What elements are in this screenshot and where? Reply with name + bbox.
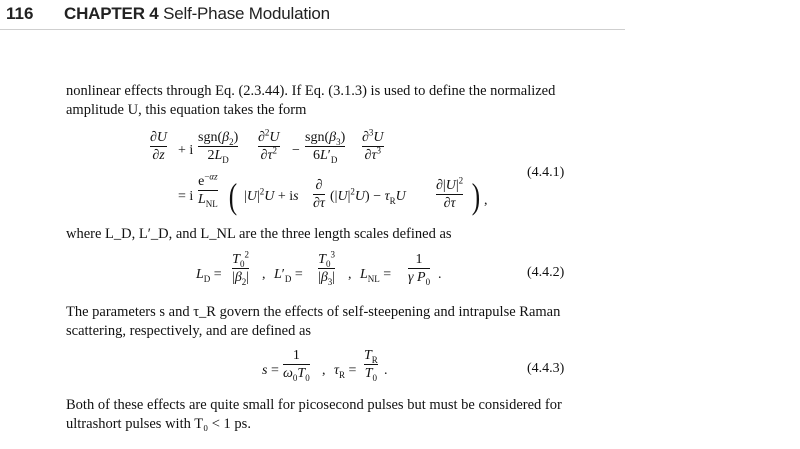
equation-4-4-2: $L_D$ = $T_0^2$ $|\beta_2|$ , $L'_D$ = $T_0^3$ $|\beta_3|$ , $L_{NL}$ = 1 γ $P_0$ . (4.4.2) [196,249,565,287]
chapter-title: Self-Phase Modulation [163,4,330,23]
tauR-fraction: $T_R$ $T_0$ [364,348,378,383]
d3U-fraction: ∂$^3$U $\partial\tau^3$ [362,127,384,163]
LD-prime-fraction: $T_0^3$ $|\beta_3|$ [318,249,336,287]
dU-dz-fraction: ∂U ∂z [150,130,168,163]
params-line-2: scattering, respectively, and are defined as [66,323,312,339]
intro-line-1: nonlinear effects through Eq. (2.3.44). If Eq. (3.1.3) is used to define the normalized [66,83,556,99]
sgn-beta3-fraction: $sgn(\beta_3)$ $6L'_D$ [305,130,346,165]
d2U-fraction: ∂$^2$U $\partial\tau^2$ [258,127,280,163]
running-header [0,0,625,30]
equation-4-4-1: ∂U ∂z + i $sgn(\beta_2)$ $2L_D$ ∂$^2$U $\partial\tau^2$ − $sgn(\beta_3)$ $6L'_D$ ∂$^3$U $\partial\tau^3$ = i $e^{-\alpha z}$ $L_{NL}$ ( $|U|^2U$ + is ∂ ∂τ $(|U|^2U) - \tau_RU$ $\partial|U|^2$ ∂τ ) , (4.4.1) [150,127,565,216]
equation-4-4-3: s = 1 $\omega_0T_0$ , $\tau_R$ = $T_R$ $T_0$ . (4.4.3) [262,348,565,383]
exp-alpha-fraction: $e^{-\alpha z}$ $L_{NL}$ [198,171,218,209]
page-number: 116 [6,4,34,23]
chapter-label: CHAPTER 4 [64,4,159,23]
equation-number-4-4-1: (4.4.1) [527,165,565,180]
params-paragraph [66,303,572,341]
intro-line-2: amplitude U, this equation takes the form [66,102,307,118]
conclusion-line-2: ultrashort pulses with T₀ < 1 ps. [66,416,251,432]
dU2-dtau-fraction: $\partial|U|^2$ ∂τ [436,175,464,211]
where-line: where L_D, L′_D, and L_NL are the three length scales defined as [66,226,452,242]
equation-number-4-4-3: (4.4.3) [527,361,565,376]
chapter-heading [64,4,330,24]
sgn-beta2-fraction: $sgn(\beta_2)$ $2L_D$ [198,130,239,165]
equation-number-4-4-2: (4.4.2) [527,265,565,280]
LD-fraction: $T_0^2$ $|\beta_2|$ [232,249,250,287]
LNL-fraction: 1 γ $P_0$ [408,252,431,287]
d-dtau-fraction: ∂ ∂τ [313,178,325,211]
conclusion-paragraph [66,396,572,434]
intro-paragraph [66,82,572,120]
s-fraction: 1 $\omega_0T_0$ [283,348,310,383]
params-line-1: The parameters s and τ_R govern the effects of self-steepening and intrapulse Raman [66,304,561,320]
conclusion-line-1: Both of these effects are quite small for picosecond pulses but must be considered for [66,397,562,413]
